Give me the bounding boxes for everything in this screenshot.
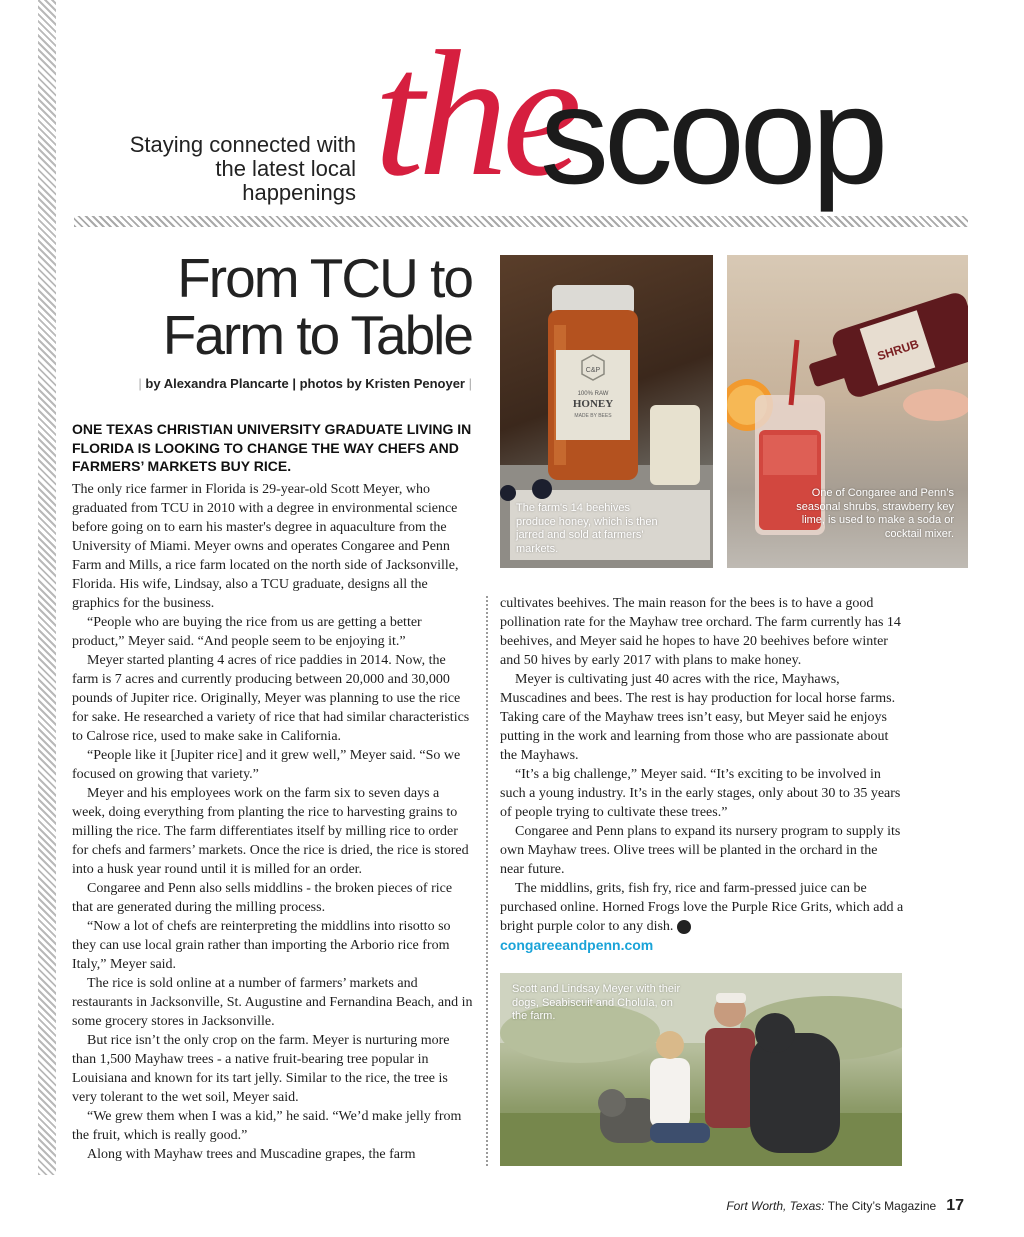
- jar-label-line3: MADE BY BEES: [574, 413, 612, 419]
- couple-with-dogs-photo: [500, 973, 902, 1166]
- paragraph: The only rice farmer in Florida is 29-year-old Scott Meyer, who graduated from TCU in 2010 with a degree in environmental science before going on to earn his master's degree in aquaculture from the University of Miami. Meyer owns and operates Congaree and Penn Farm and Mills, a rice farm located on the north side of Jacksonville, Florida. His wife, Lindsay, also a TCU graduate, designs all the graphics for the business.: [72, 482, 459, 611]
- column-divider: [486, 596, 488, 1166]
- article-headline: From TCU to Farm to Table: [162, 247, 472, 366]
- jar-label-line2: HONEY: [572, 398, 614, 410]
- fw-end-mark-icon: fw: [677, 920, 691, 934]
- photo-caption-couple: Scott and Lindsay Meyer with their dogs, Seabiscuit and Cholula, on the farm.: [512, 983, 681, 1022]
- honey-jar-photo: [500, 255, 713, 568]
- page-footer: [726, 1197, 964, 1215]
- article-column-left: [72, 480, 474, 1164]
- section-tagline: Staying connected with the latest local happenings: [129, 132, 356, 205]
- paragraph: Meyer and his employees work on the farm six to seven days a week, doing everything from planting the rice to harvesting grains to milling the rice. The farm differentiates itself by milling rice to order for chefs and farmers’ markets. Once the rice is dried, the rice is stored into a husk year round until it is milled for an order.: [72, 786, 469, 877]
- paragraph: Congaree and Penn plans to expand its nursery program to supply its own Mayhaw trees. Olive trees will be planted in the orchard in the near future.: [500, 824, 901, 877]
- paragraph: Congaree and Penn also sells middlins - the broken pieces of rice that are generated during the milling process.: [72, 881, 453, 915]
- shrub-drink-photo: [727, 255, 968, 568]
- paragraph: [500, 936, 904, 956]
- article-byline: | by Alexandra Plancarte | photos by Kristen Penoyer |: [138, 376, 472, 391]
- footer-place: Fort Worth, Texas:: [726, 1199, 825, 1213]
- footer-label: [726, 1199, 936, 1213]
- photo-caption-honey: The farm's 14 beehives produce honey, which is then jarred and sold at farmers' markets.: [516, 502, 658, 555]
- paragraph: “It’s a big challenge,” Meyer said. “It’s exciting to be involved in such a young industry. It’s in the early stages, only about 30 to 35 years of people trying to cultivate these trees.”: [500, 767, 901, 820]
- paragraph: “Now a lot of chefs are reinterpreting the middlins into risotto so they can use local grain rather than importing the Arborio rice from Italy,” Meyer said.: [72, 919, 451, 972]
- paragraph: “We grew them when I was a kid,” he said. “We’d make jelly from the fruit, which is really good.”: [72, 1109, 462, 1143]
- section-title-the: the: [374, 14, 576, 213]
- paragraph: cultivates beehives. The main reason for the bees is to have a good pollination rate for the Mayhaw tree orchard. The farm currently has 14 beehives, and Meyer said he hopes to have 20 beehives before winter and 50 hives by early 2017 with plans to make honey.: [500, 596, 901, 668]
- article-deck: ONE TEXAS CHRISTIAN UNIVERSITY GRADUATE LIVING IN FLORIDA IS LOOKING TO CHANGE THE WAY CHEFS AND FARMERS’ MARKETS BUY RICE.: [72, 421, 472, 474]
- jar-label-line1: 100% RAW: [577, 391, 609, 397]
- footer-magazine: The City’s Magazine: [827, 1199, 937, 1213]
- paragraph: Along with Mayhaw trees and Muscadine grapes, the farm: [87, 1147, 416, 1162]
- paragraph: “People who are buying the rice from us are getting a better product,” Meyer said. “And people seem to be enjoying it.”: [72, 615, 422, 649]
- masthead-divider: [74, 216, 968, 227]
- section-title-scoop: scoop: [540, 59, 884, 213]
- paragraph: [500, 879, 904, 936]
- byline-text: by Alexandra Plancarte | photos by Kristen Penoyer: [145, 376, 465, 391]
- decorative-side-strip: [38, 0, 56, 1175]
- bottle-label: SHRUB: [875, 336, 921, 364]
- jar-brand: C&P: [585, 367, 601, 374]
- page-number: 17: [946, 1197, 964, 1214]
- last-paragraph-text: The middlins, grits, fish fry, rice and farm-pressed juice can be purchased online. Horned Frogs love the Purple Rice Grits, which add a bright purple color to any dish.: [500, 881, 904, 934]
- paragraph: Meyer is cultivating just 40 acres with the rice, Mayhaws, Muscadines and bees. The rest is hay production for local horse farms. Taking care of the Mayhaw trees isn’t easy, but Meyer said he enjoys putting in the work and learning from those who are passionate about the Mayhaws.: [500, 672, 896, 763]
- paragraph: The rice is sold online at a number of farmers’ markets and restaurants in Jacksonville, St. Augustine and Fernandina Beach, and in some grocery stores in Jacksonville.: [72, 976, 473, 1029]
- website-link[interactable]: congareeandpenn.com: [500, 937, 654, 953]
- article-column-right: [500, 594, 904, 956]
- paragraph: But rice isn’t the only crop on the farm. Meyer is nurturing more than 1,500 Mayhaw trees - a native fruit-bearing tree popular in Louisiana and known for its tart jelly. Similar to the rice, the tree is very tolerant to the wet soil, Meyer said.: [72, 1033, 450, 1105]
- paragraph: Meyer started planting 4 acres of rice paddies in 2014. Now, the farm is 7 acres and currently producing between 20,000 and 30,000 pounds of Jupiter rice. Originally, Meyer was planning to use the rice for sake. He researched a variety of rice that had similar characteristics to Calrose rice, used to make sake in California.: [72, 653, 470, 744]
- paragraph: “People like it [Jupiter rice] and it grew well,” Meyer said. “So we focused on growing that variety.”: [72, 748, 461, 782]
- photo-caption-shrub: One of Congaree and Penn’s seasonal shrubs, strawberry key lime, is used to make a soda or cocktail mixer.: [796, 487, 954, 540]
